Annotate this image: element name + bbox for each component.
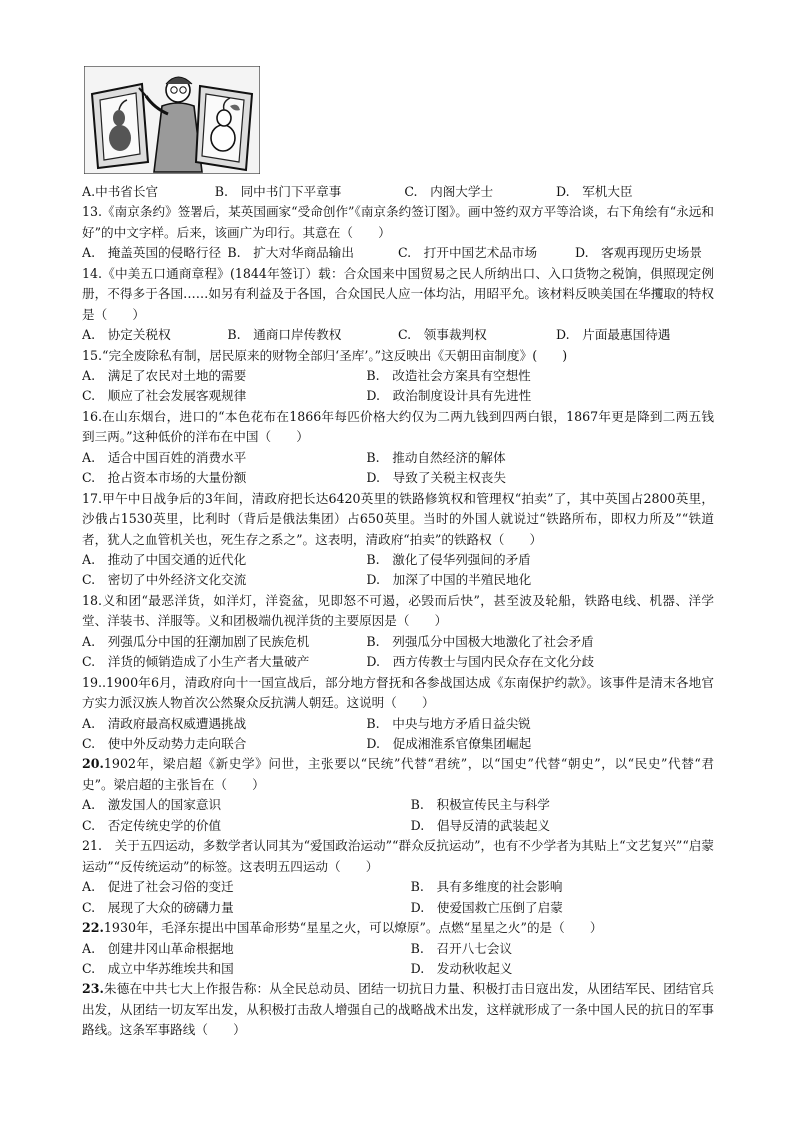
- q22-text: 1930年，毛泽东提出中国革命形势“星星之火，可以燎原”。点燃“星星之火”的是（ ）: [103, 920, 603, 936]
- right-painting-frame: [196, 86, 252, 170]
- option-b: B. 扩大对华商品输出: [227, 245, 354, 261]
- option-b: B. 积极宣传民主与科学: [410, 797, 550, 813]
- q15-options-ab: [82, 366, 714, 386]
- option-c: C. 打开中国艺术品市场: [397, 245, 538, 261]
- option-c: C. 展现了大众的磅礴力量: [82, 899, 234, 915]
- q18-options-cd: [82, 652, 714, 672]
- option-a: A. 满足了农民对土地的需要: [82, 368, 247, 384]
- q14-options: [82, 325, 714, 345]
- option-d: D. 客观再现历史场景: [574, 245, 702, 261]
- q20-text: 1902年，梁启超《新史学》问世，主张要以“民统”代替“君统”，以“国史”代替“朝史”，以“民史”代替“君史”。梁启超的主张旨在（ ）: [82, 756, 714, 792]
- q17-options-cd: [82, 570, 714, 590]
- option-a: A. 激发国人的国家意识: [82, 797, 222, 813]
- option-a: A. 适合中国百姓的消费水平: [82, 449, 247, 465]
- q16-stem: 16.在山东烟台，进口的“本色花布在1866年每匹价格大约仅为二两九钱到四两白银，1867年更是降到二两五钱到三两。”这种低价的洋布在中国（ ）: [82, 408, 714, 445]
- option-b: B. 中央与地方矛盾日益尖锐: [366, 715, 531, 731]
- option-b: B. 召开八七会议: [410, 940, 513, 956]
- question-content: [82, 182, 714, 1041]
- q20-stem: [82, 754, 714, 795]
- option-d: D. 倡导反清的武装起义: [410, 817, 551, 833]
- option-c: C. 使中外反动势力走向联合: [82, 736, 247, 752]
- option-d: D. 片面最惠国待遇: [555, 327, 671, 343]
- option-c: C. 抢占资本市场的大量份额: [82, 470, 247, 486]
- option-c: C. 否定传统史学的价值: [82, 817, 222, 833]
- option-a: A. 清政府最高权威遭遇挑战: [82, 715, 247, 731]
- q20-options-ab: [82, 795, 714, 815]
- option-a: A.中书省长官: [82, 184, 159, 199]
- option-c: C. 密切了中外经济文化交流: [82, 572, 247, 588]
- question-number: 22.: [82, 920, 104, 936]
- q18-options-ab: [82, 632, 714, 652]
- q23-text: 朱德在中共七大上作报告称：从全民总动员、团结一切抗日力量、积极打击日寇出发，从团结军民、团结官兵出发，从团结一切友军出发，从积极打击敌人增强自己的战略战术出发，这样就形成了一条中国人民的抗日的军事路线。这条军事路线（ ）: [82, 981, 714, 1038]
- q17-stem: 17.甲午中日战争后的3年间，清政府把长达6420英里的铁路修筑权和管理权“拍卖”了，其中英国占2800英里，沙俄占1530英里，比利时（背后是俄法集团）占650英里。当时的外国人就说过“铁路所布，即权力所及”“铁道者，犹人之血管机关也，死生存之系之”。这表明，清政府“拍卖”的铁路权（ ）: [82, 490, 714, 547]
- option-d: D. 西方传教士与国内民众存在文化分歧: [366, 654, 595, 670]
- option-d: D. 加深了中国的半殖民地化: [366, 572, 532, 588]
- option-d: D. 使爱国救亡压倒了启蒙: [410, 899, 563, 915]
- q20-options-cd: [82, 816, 714, 836]
- option-a: A. 推动了中国交通的近代化: [82, 552, 247, 568]
- q21-stem: 21. 关于五四运动，多数学者认同其为“爱国政治运动”“群众反抗运动”，也有不少学者为其贴上“文艺复兴”“启蒙运动”“反传统运动”的标签。这表明五四运动（ ）: [82, 838, 714, 874]
- q21-options-cd: [82, 898, 714, 918]
- option-c: C. 内阁大学士: [404, 184, 494, 199]
- option-a: A. 掩盖英国的侵略行径: [82, 245, 222, 261]
- q22-stem: [82, 918, 714, 938]
- option-c: C. 领事裁判权: [397, 327, 487, 343]
- option-a: A. 促进了社会习俗的变迁: [82, 879, 234, 895]
- option-d: D. 导致了关税主权丧失: [366, 470, 506, 486]
- q16-options-cd: [82, 468, 714, 488]
- q23-stem: [82, 979, 714, 1040]
- option-b: B. 具有多维度的社会影响: [410, 879, 563, 895]
- option-b: B. 推动自然经济的解体: [366, 449, 506, 465]
- q14-stem: 14.《中美五口通商章程》(1844年签订）载：合众国来中国贸易之民人所纳出口、入口货物之税饷，俱照现定例册，不得多于各国……如另有利益及于各国，合众国民人应一体均沾，用昭平允。该材料反映美国在华攫取的特权是（ ）: [82, 265, 714, 322]
- option-b: B. 激化了侵华列强间的矛盾: [366, 552, 531, 568]
- left-painting-frame: [92, 84, 148, 168]
- option-d: D. 发动秋收起义: [410, 960, 513, 976]
- option-c: C. 成立中华苏维埃共和国: [82, 960, 234, 976]
- q19-options-ab: [82, 714, 714, 734]
- q19-stem: 19..1900年6月，清政府向十一国宣战后，部分地方督抚和各参战国达成《东南保护约款》。该事件是清末各地官方实力派汉族人物首次公然聚众反抗满人朝廷。这说明（ ）: [82, 674, 714, 711]
- option-c: C. 顺应了社会发展客观规律: [82, 388, 247, 404]
- option-a: A. 列强瓜分中国的狂潮加剧了民族危机: [82, 633, 310, 649]
- option-a: A. 协定关税权: [82, 327, 171, 343]
- option-a: A. 创建井冈山革命根据地: [82, 940, 234, 956]
- q13-stem: 13.《南京条约》签署后，某英国画家“受命创作”《南京条约签订图》。画中签约双方平等洽谈，右下角绘有“永远和好”的中文字样。后来，该画广为印行。其意在（ ）: [82, 204, 714, 240]
- option-b: B. 同中书门下平章事: [214, 184, 342, 199]
- question-number: 20.: [82, 756, 104, 772]
- q19-options-cd: [82, 734, 714, 754]
- option-d: D. 政治制度设计具有先进性: [366, 388, 532, 404]
- q15-options-cd: [82, 386, 714, 406]
- q16-options-ab: [82, 448, 714, 468]
- question-number: 23.: [82, 981, 104, 997]
- option-d: D. 促成湘淮系官僚集团崛起: [366, 736, 532, 752]
- option-b: B. 通商口岸传教权: [227, 327, 342, 343]
- q15-stem: 15.“完全废除私有制，居民原来的财物全部归‘圣库’。”这反映出《天朝田亩制度》( ): [82, 347, 568, 363]
- q18-stem: 18.义和团“最恶洋货，如洋灯，洋瓷盆，见即怒不可遏，必毁而后快”，甚至波及轮船，铁路电线、机器、洋学堂、洋装书、洋服等。义和团极端仇视洋货的主要原因是（ ）: [82, 592, 714, 629]
- q22-options-cd: [82, 959, 714, 979]
- option-b: B. 列强瓜分中国极大地激化了社会矛盾: [366, 633, 594, 649]
- cartoon-illustration: [84, 66, 260, 174]
- option-b: B. 改造社会方案具有空想性: [366, 368, 531, 384]
- q21-options-ab: [82, 877, 714, 897]
- q13-options: [82, 243, 714, 263]
- q12-options: [82, 182, 714, 202]
- q22-options-ab: [82, 939, 714, 959]
- q17-options-ab: [82, 550, 714, 570]
- option-d: D. 军机大臣: [555, 184, 633, 199]
- option-c: C. 洋货的倾销造成了小生产者大量破产: [82, 654, 310, 670]
